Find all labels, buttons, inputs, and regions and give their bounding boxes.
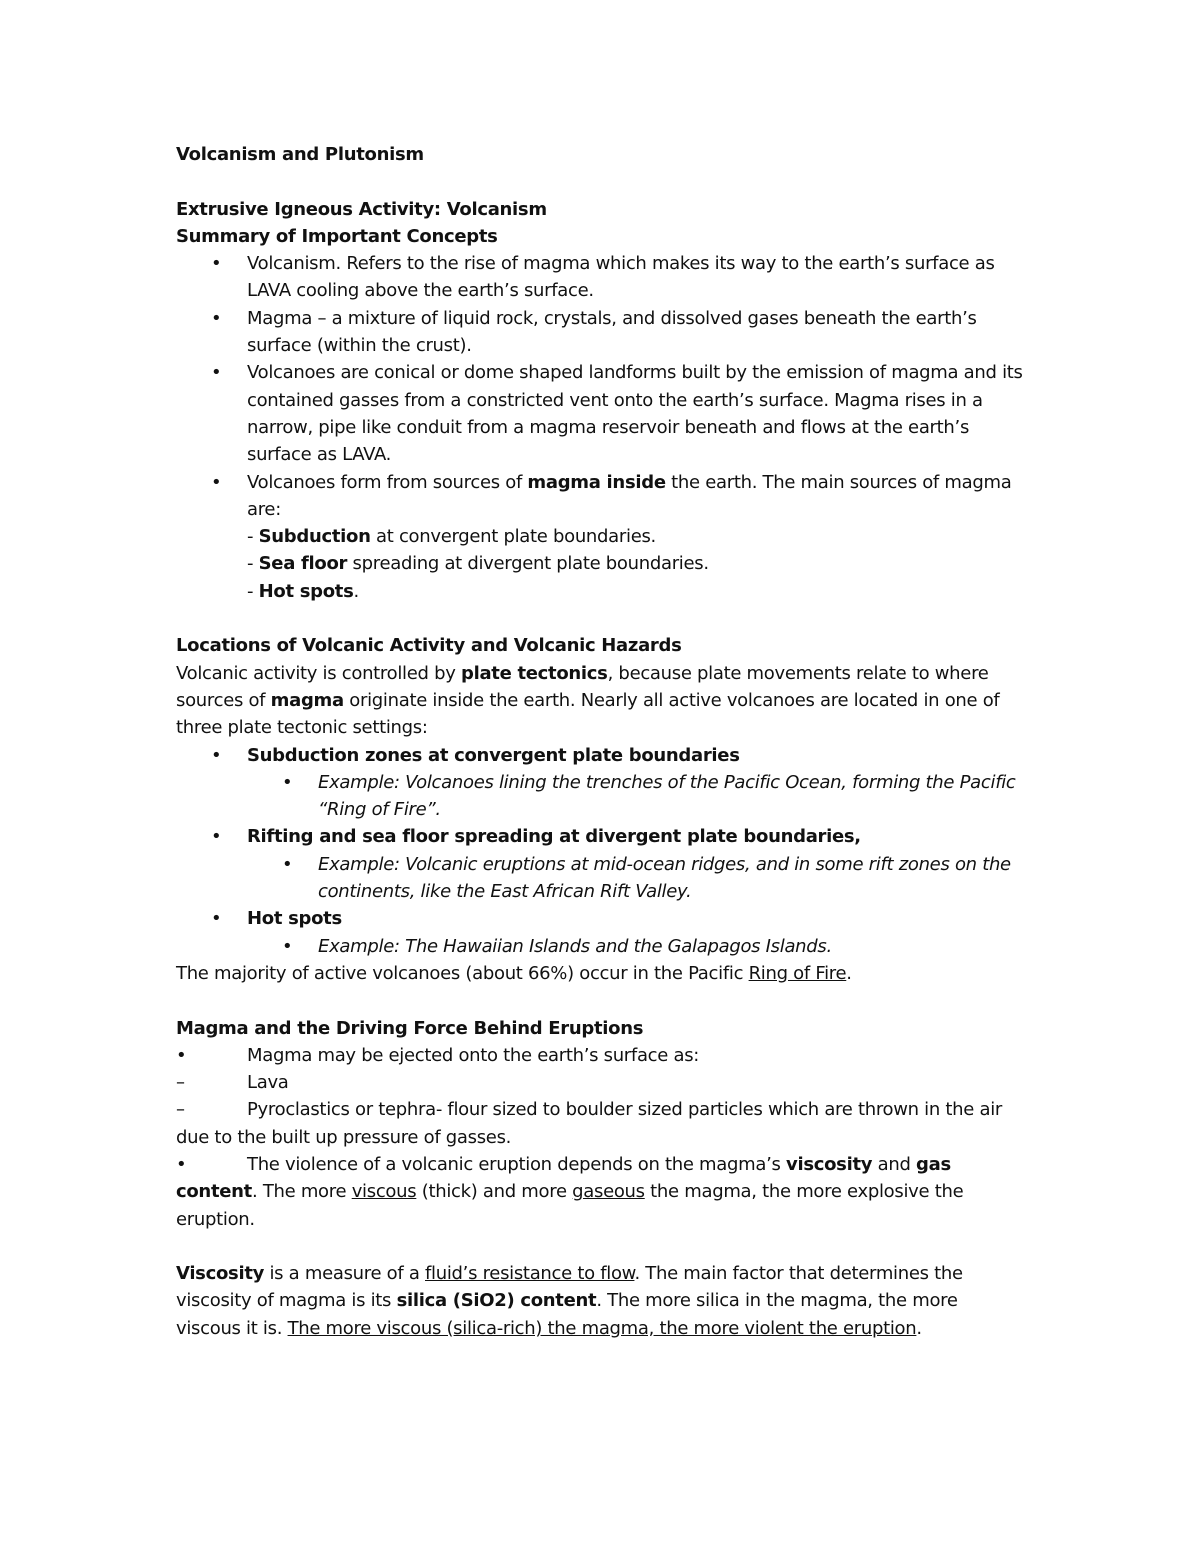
bullet-icon: •	[211, 908, 222, 930]
bullet-icon: •	[211, 471, 222, 493]
viscosity-paragraph: Viscosity is a measure of a fluid’s resistance to flow. The main factor that determines the viscosity of magma is its silica (SiO2) content. The more silica in the magma, the more viscous it is. The more viscous (silica-rich) the magma, the more violent the eruption.	[176, 1263, 963, 1339]
setting-bullet: • Hot spots	[176, 905, 1026, 932]
section-subheading-concepts: Summary of Important Concepts	[176, 225, 498, 247]
bullet-icon: •	[211, 362, 222, 384]
tectonics-paragraph: Volcanic activity is controlled by plate tectonics, because plate movements relate to where sources of magma originate inside the earth. Nearly all active volcanoes are located in one of three plate tectonic settings:	[176, 662, 1000, 739]
setting-example: • Example: The Hawaiian Islands and the Galapagos Islands.	[176, 933, 1026, 960]
bullet-icon: •	[211, 826, 222, 848]
concept-bullet: • Volcanoes form from sources of magma inside the earth. The main sources of magma are:	[176, 469, 1026, 524]
magma-source-item: - Hot spots.	[247, 580, 359, 602]
magma-source-item: - Subduction at convergent plate boundaries.	[247, 526, 656, 548]
section-heading-magma: Magma and the Driving Force Behind Eruptions	[176, 1017, 644, 1039]
setting-example: • Example: Volcanic eruptions at mid-ocean ridges, and in some rift zones on the continents, like the East African Rift Valley.	[176, 851, 1026, 906]
section-heading-volcanism: Extrusive Igneous Activity: Volcanism	[176, 198, 547, 220]
concept-bullet: • Volcanoes are conical or dome shaped landforms built by the emission of magma and its contained gasses from a constricted vent onto the earth’s surface. Magma rises in a narrow, pipe like conduit from a magma reservoir beneath and flows at the earth’s surface as LAVA.	[176, 359, 1026, 468]
magma-source-item: - Sea floor spreading at divergent plate boundaries.	[247, 553, 709, 575]
bullet-icon: •	[282, 771, 293, 793]
document-title: Volcanism and Plutonism	[176, 144, 424, 165]
concept-bullet: • Volcanism. Refers to the rise of magma which makes its way to the earth’s surface as LAVA cooling above the earth’s surface.	[176, 250, 1026, 305]
document-body	[176, 141, 1026, 1342]
setting-bullet: • Subduction zones at convergent plate boundaries	[176, 742, 1026, 769]
ejection-line: • Magma may be ejected onto the earth’s surface as:	[176, 1042, 1026, 1069]
bullet-icon: •	[211, 307, 222, 329]
bullet-icon: •	[282, 853, 293, 875]
bullet-icon: •	[211, 744, 222, 766]
ring-of-fire-sentence: The majority of active volcanoes (about 66%) occur in the Pacific Ring of Fire.	[176, 962, 852, 984]
dash-marker: –	[176, 1099, 185, 1121]
bullet-icon: •	[176, 1044, 187, 1066]
setting-bullet: • Rifting and sea floor spreading at divergent plate boundaries,	[176, 823, 1026, 850]
section-heading-locations: Locations of Volcanic Activity and Volcanic Hazards	[176, 635, 682, 657]
ring-of-fire-term: Ring of Fire	[748, 962, 847, 984]
bullet-icon: •	[282, 935, 293, 957]
bullet-icon: •	[176, 1153, 187, 1175]
concept-bullet: • Magma – a mixture of liquid rock, crystals, and dissolved gases beneath the earth’s surface (within the crust).	[176, 305, 1026, 360]
violence-paragraph: • The violence of a volcanic eruption depends on the magma’s viscosity and gas content. The more viscous (thick) and more gaseous the magma, the more explosive the eruption.	[176, 1151, 1026, 1233]
bullet-icon: •	[211, 253, 222, 275]
lava-line: – Lava	[176, 1069, 1026, 1096]
dash-marker: –	[176, 1072, 185, 1094]
setting-example: • Example: Volcanoes lining the trenches of the Pacific Ocean, forming the Pacific “Ring of Fire”.	[176, 769, 1026, 824]
pyroclastics-line: – Pyroclastics or tephra- flour sized to boulder sized particles which are thrown in the air due to the built up pressure of gasses.	[176, 1096, 1026, 1151]
